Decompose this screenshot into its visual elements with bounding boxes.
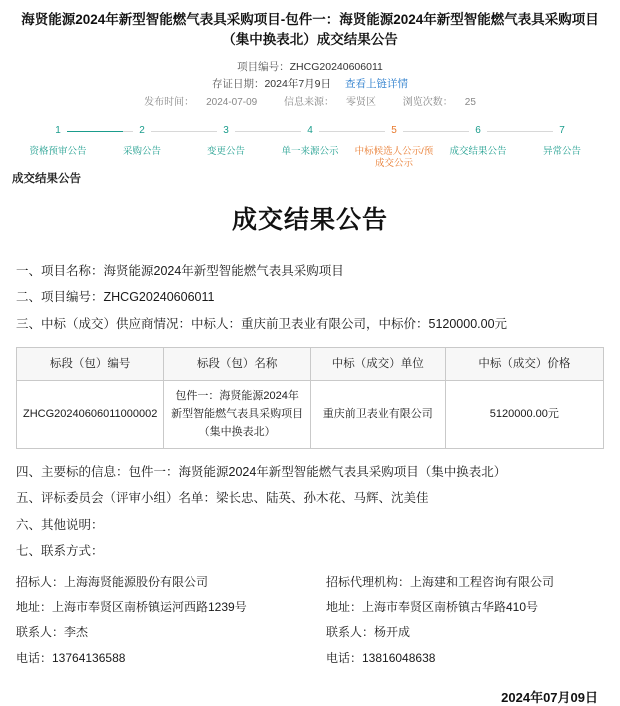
step-number: 2: [133, 122, 151, 140]
table-header-row: [17, 347, 604, 380]
step-label: 采购公告: [122, 146, 161, 158]
step-label: 成交结果公告: [449, 146, 507, 158]
view-count: 浏览次数： 25: [402, 97, 476, 109]
cell-winning-unit: 重庆前卫表业有限公司: [310, 381, 445, 449]
agency-phone: 电话：13816048638: [326, 650, 436, 665]
info-source: 信息来源： 零贤区: [284, 97, 377, 109]
column-header-package-name: 标段（包）名称: [164, 347, 311, 380]
award-table: [16, 347, 604, 449]
step-prequalification[interactable]: [16, 122, 100, 170]
item-contact-info: 七、联系方式：: [16, 543, 104, 558]
item-project-name: 一、项目名称：海贤能源2024年新型智能燃气表具采购项目: [16, 264, 344, 279]
step-number: 5: [385, 122, 403, 140]
step-label: 中标候选人公示/预成交公示: [354, 146, 434, 170]
project-number-label: 项目编号：: [237, 60, 290, 73]
item-other-notes: 六、其他说明：: [16, 517, 104, 532]
step-label: 单一来源公示: [281, 146, 339, 158]
page-title: 海贤能源2024年新型智能燃气表具采购项目-包件一：海贤能源2024年新型智能燃气表具采购项目（集中换表北）成交结果公告: [21, 12, 599, 48]
contact-block: [16, 570, 604, 671]
step-purchase-notice[interactable]: [100, 122, 184, 170]
step-number: 1: [49, 122, 67, 140]
item-review-committee: 五、评标委员会（评审小组）名单：梁长忠、陆英、孙木花、马辉、沈美佳: [16, 491, 429, 506]
tenderer-address: 地址：上海市奉贤区南桥镇运河西路1239号: [16, 600, 247, 615]
step-label: 变更公告: [206, 146, 245, 158]
publish-meta-line: [10, 94, 610, 112]
agency-name: 招标代理机构：上海建和工程咨询有限公司: [326, 575, 555, 590]
step-result-announcement[interactable]: [436, 122, 520, 170]
step-number: 3: [217, 122, 235, 140]
item-main-subject: 四、主要标的信息：包件一：海贤能源2024年新型智能燃气表具采购项目（集中换表北）: [16, 465, 507, 480]
column-header-winning-price: 中标（成交）价格: [445, 347, 603, 380]
chain-detail-link[interactable]: 查看上链详情: [345, 78, 409, 91]
publish-time: 发布时间： 2024-07-09: [144, 97, 258, 109]
section-label: 成交结果公告: [12, 173, 81, 186]
column-header-winning-unit: 中标（成交）单位: [310, 347, 445, 380]
step-label: 异常公告: [542, 146, 581, 158]
item-project-number: 二、项目编号：ZHCG20240606011: [16, 290, 215, 305]
archive-date-label: 存证日期：: [211, 78, 265, 91]
tenderer-phone: 电话：13764136588: [16, 650, 126, 665]
cell-package-name: 包件一：海贤能源2024年新型智能燃气表具采购项目（集中换表北）: [164, 381, 311, 449]
archive-line: [10, 76, 610, 94]
table-row: [17, 381, 604, 449]
agency-contact-person: 联系人：杨开成: [326, 625, 411, 640]
column-header-package-no: 标段（包）编号: [17, 347, 164, 380]
step-number: 6: [469, 122, 487, 140]
tenderer-contact-person: 联系人：李杰: [16, 625, 89, 640]
archive-date-value: 2024年7月9日: [264, 78, 332, 91]
project-number-line: [10, 59, 610, 77]
stepper-steps: [16, 122, 604, 170]
announcement-heading: 成交结果公告: [231, 206, 388, 235]
tenderer-name: 招标人：上海海贤能源股份有限公司: [16, 575, 209, 590]
agency-address: 地址：上海市奉贤区南桥镇古华路410号: [326, 600, 539, 615]
step-label: 资格预审公告: [29, 146, 87, 158]
cell-package-no: ZHCG20240606011000002: [17, 381, 164, 449]
step-number: 4: [301, 122, 319, 140]
project-number-value: ZHCG20240606011: [289, 60, 383, 73]
progress-stepper: [16, 122, 604, 170]
cell-winning-price: 5120000.00元: [445, 381, 603, 449]
step-abnormal-notice[interactable]: [520, 122, 604, 170]
step-number: 7: [553, 122, 571, 140]
step-change-notice[interactable]: [184, 122, 268, 170]
contact-tenderer: [16, 570, 310, 671]
step-candidate-publicity[interactable]: [352, 122, 436, 170]
step-single-source[interactable]: [268, 122, 352, 170]
footer-date: 2024年07月09日: [501, 689, 598, 705]
contact-agency: [310, 570, 604, 671]
item-winning-supplier: 三、中标（成交）供应商情况：中标人：重庆前卫表业有限公司，中标价：5120000.00元: [16, 316, 508, 331]
